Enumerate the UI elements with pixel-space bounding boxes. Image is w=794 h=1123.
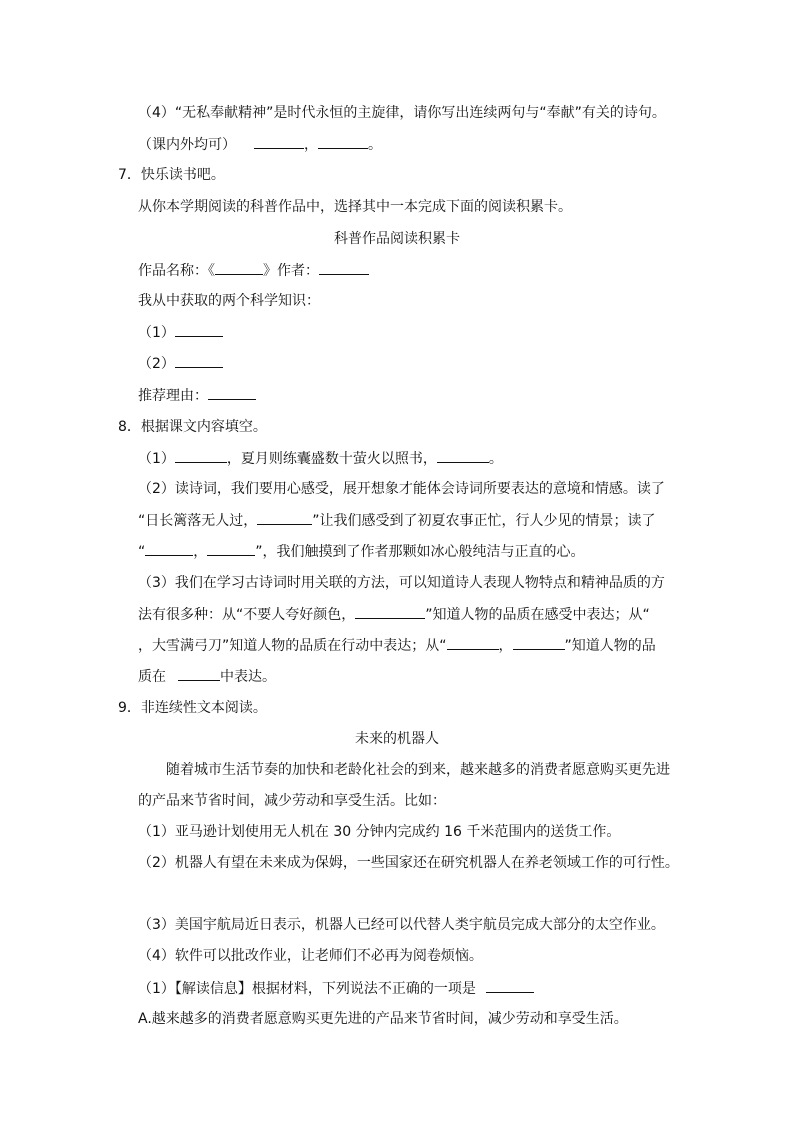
q8-part3-line2: 法有很多种：从“不要人夸好颜色， ”知道人物的品质在感受中表达；从“ <box>138 604 650 625</box>
answer-blank[interactable] <box>257 510 312 525</box>
q6-4-line1: （4）“无私奉献精神”是时代永恒的主旋律，请你写出连续两句与“奉献”有关的诗句。 <box>138 105 666 121</box>
answer-blank[interactable] <box>178 666 220 681</box>
answer-blank[interactable] <box>447 635 499 650</box>
article-item4: （4）软件可以批改作业，让老师们不必再为阅卷烦恼。 <box>138 948 483 964</box>
article-para-line1: 随着城市生活节奏的加快和老龄化社会的到来，越来越多的消费者愿意购买更先进 <box>166 762 670 778</box>
author-blank[interactable] <box>319 260 369 275</box>
answer-blank[interactable] <box>254 134 304 149</box>
q8-part1: （1） ，夏月则练囊盛数十萤火以照书， 。 <box>138 448 503 469</box>
article-para-line2: 的产品来节省时间，减少劳动和享受生活。比如： <box>138 793 446 809</box>
q8-part2-line1: （2）读诗词，我们要用心感受，展开想象才能体会诗词所要表达的意境和情感。读了 <box>138 481 665 497</box>
q7-title: 7．快乐读书吧。 <box>118 167 225 183</box>
q7-work-line: 作品名称：《 》作者： <box>138 260 369 281</box>
q8-part3-line4: 质在 中表达。 <box>138 666 276 687</box>
q8-part3-line1: （3）我们在学习古诗词时用关联的方法，可以知道诗人表现人物特点和精神品质的方 <box>138 575 665 591</box>
q8-part2-line2: “日长篱落无人过， ”让我们感受到了初夏农事正忙，行人少见的情景；读了 <box>138 510 656 531</box>
q7-card-title: 科普作品阅读积累卡 <box>334 231 460 247</box>
q7-item2: （2） <box>138 353 223 374</box>
q7-knowledge-label: 我从中获取的两个科学知识： <box>138 293 320 309</box>
answer-blank[interactable] <box>207 541 255 556</box>
answer-blank[interactable] <box>175 448 227 463</box>
work-name-blank[interactable] <box>215 260 263 275</box>
q7-intro: 从你本学期阅读的科普作品中，选择其中一本完成下面的阅读积累卡。 <box>138 199 572 215</box>
answer-blank[interactable] <box>208 385 256 400</box>
answer-blank[interactable] <box>318 134 368 149</box>
q8-title: 8．根据课文内容填空。 <box>118 419 267 435</box>
article-title: 未来的机器人 <box>355 731 439 747</box>
q6-4-line2: （课内外均可） ， 。 <box>138 134 382 155</box>
q9-title: 9．非连续性文本阅读。 <box>118 700 267 716</box>
answer-blank[interactable] <box>437 448 489 463</box>
q9-option-a[interactable]: A.越来越多的消费者愿意购买更先进的产品来节省时间，减少劳动和享受生活。 <box>138 1011 628 1027</box>
article-item2: （2）机器人有望在未来成为保姆，一些国家还在研究机器人在养老领域工作的可行性。 <box>138 855 679 871</box>
q8-part2-line3: “ ， ”，我们触摸到了作者那颗如冰心般纯洁与正直的心。 <box>138 541 585 562</box>
q8-part3-line3: ，大雪满弓刀”知道人物的品质在行动中表达；从“ ， ”知道人物的品 <box>138 635 656 656</box>
answer-blank[interactable] <box>355 604 425 619</box>
article-item3: （3）美国宇航局近日表示，机器人已经可以代替人类宇航员完成大部分的太空作业。 <box>138 917 665 933</box>
q9-sub1: （1）【解读信息】根据材料，下列说法不正确的一项是 <box>138 978 534 999</box>
q7-reason: 推荐理由： <box>138 385 256 406</box>
answer-blank[interactable] <box>175 353 223 368</box>
q6-4-line2-prefix: （课内外均可） <box>138 137 236 153</box>
article-item1: （1）亚马逊计划使用无人机在 30 分钟内完成约 16 千米范围内的送货工作。 <box>138 824 621 840</box>
answer-blank[interactable] <box>145 541 193 556</box>
q7-item1: （1） <box>138 322 223 343</box>
answer-blank[interactable] <box>513 635 565 650</box>
answer-blank[interactable] <box>175 322 223 337</box>
answer-blank[interactable] <box>486 978 534 993</box>
